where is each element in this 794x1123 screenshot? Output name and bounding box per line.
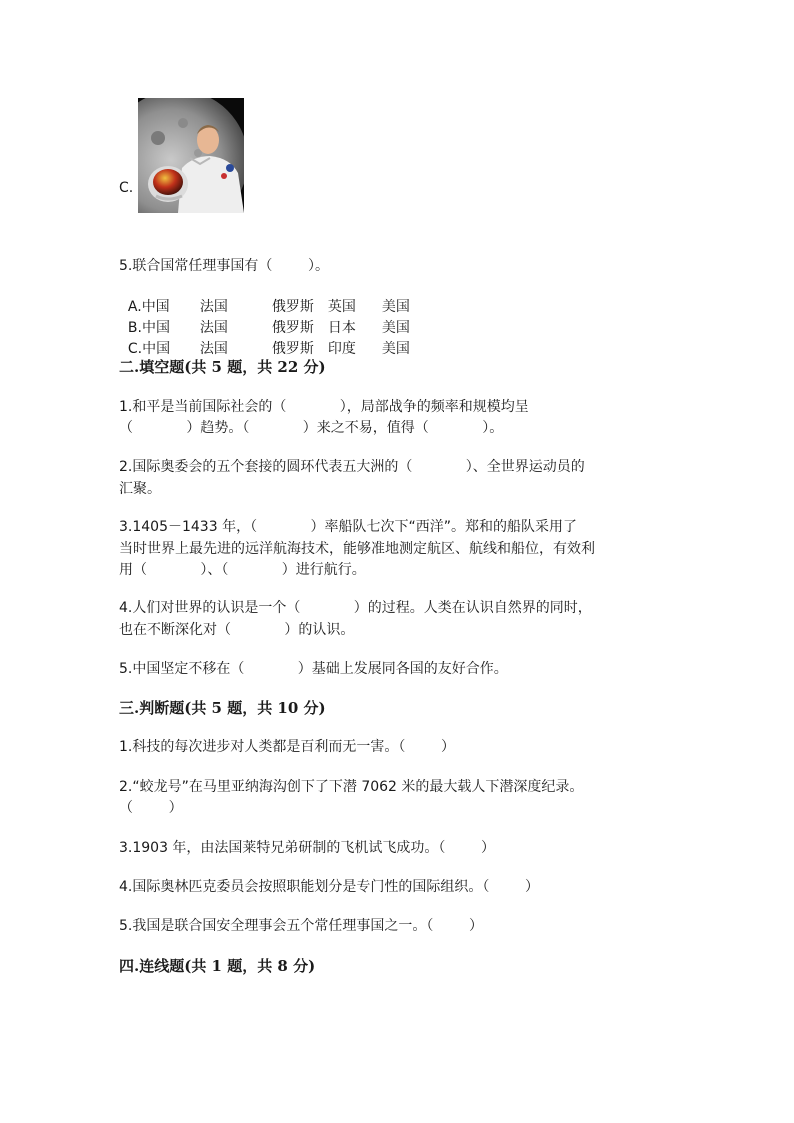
section-3-heading: 三.判断题(共 5 题，共 10 分) [119,699,326,717]
option-item: 俄罗斯 [271,341,314,357]
fill-q3-line2: 当时世界上最先进的远洋航海技术，能够准地测定航区、航线和船位，有效利 [119,541,595,557]
fill-q2-line1: 2.国际奥委会的五个套接的圆环代表五大洲的（ ）、全世界运动员的 [119,459,585,475]
judge-q5: 5.我国是联合国安全理事会五个常任理事国之一。（ ） [119,918,483,934]
option-c [119,318,410,360]
fill-q3-line3: 用（ ）、（ ）进行航行。 [119,562,366,578]
astronaut-photo [138,98,244,213]
option-item: 印度 [327,341,356,357]
option-label: A.中国 [127,299,170,315]
judge-q3: 3.1903 年，由法国莱特兄弟研制的飞机试飞成功。（ ） [119,840,496,856]
section-4-heading: 四.连线题(共 1 题，共 8 分) [119,957,316,975]
option-label: C.中国 [127,341,171,357]
judge-q2-line1: 2.“蛟龙号”在马里亚纳海沟创下了下潜 7062 米的最大载人下潜深度纪录。 [119,779,584,795]
judge-q1: 1.科技的每次进步对人类都是百利而无一害。（ ） [119,739,455,755]
fill-q5-line1: 5.中国坚定不移在（ ）基础上发展同各国的友好合作。 [119,661,508,677]
option-item: 俄罗斯 [271,299,314,315]
option-item: 俄罗斯 [271,320,314,336]
option-item: 美国 [381,341,410,357]
section-2-heading: 二.填空题(共 5 题，共 22 分) [119,358,326,376]
option-item: 法国 [199,299,228,315]
judge-q4: 4.国际奥林匹克委员会按照职能划分是专门性的国际组织。（ ） [119,879,539,895]
option-item: 美国 [381,299,410,315]
fill-q4-line1: 4.人们对世界的认识是一个（ ）的过程。人类在认识自然界的同时， [119,600,592,616]
option-label: B.中国 [127,320,170,336]
judge-q2-line2: （ ） [119,800,183,816]
option-c-label: C. [119,180,134,196]
question-5-stem: 5.联合国常任理事国有（ ）。 [119,258,329,274]
option-item: 美国 [381,320,410,336]
fill-q4-line2: 也在不断深化对（ ）的认识。 [119,622,355,638]
option-item: 法国 [199,341,228,357]
fill-q3-line1: 3.1405－1433 年，（ ）率船队七次下“西洋”。郑和的船队采用了 [119,519,577,535]
option-item: 英国 [327,299,356,315]
option-item: 日本 [327,320,356,336]
fill-q1-line1: 1.和平是当前国际社会的（ ），局部战争的频率和规模均呈 [119,399,529,415]
fill-q1-line2: （ ）趋势。（ ）来之不易，值得（ ）。 [119,420,504,436]
fill-q2-line2: 汇聚。 [119,481,161,497]
option-item: 法国 [199,320,228,336]
